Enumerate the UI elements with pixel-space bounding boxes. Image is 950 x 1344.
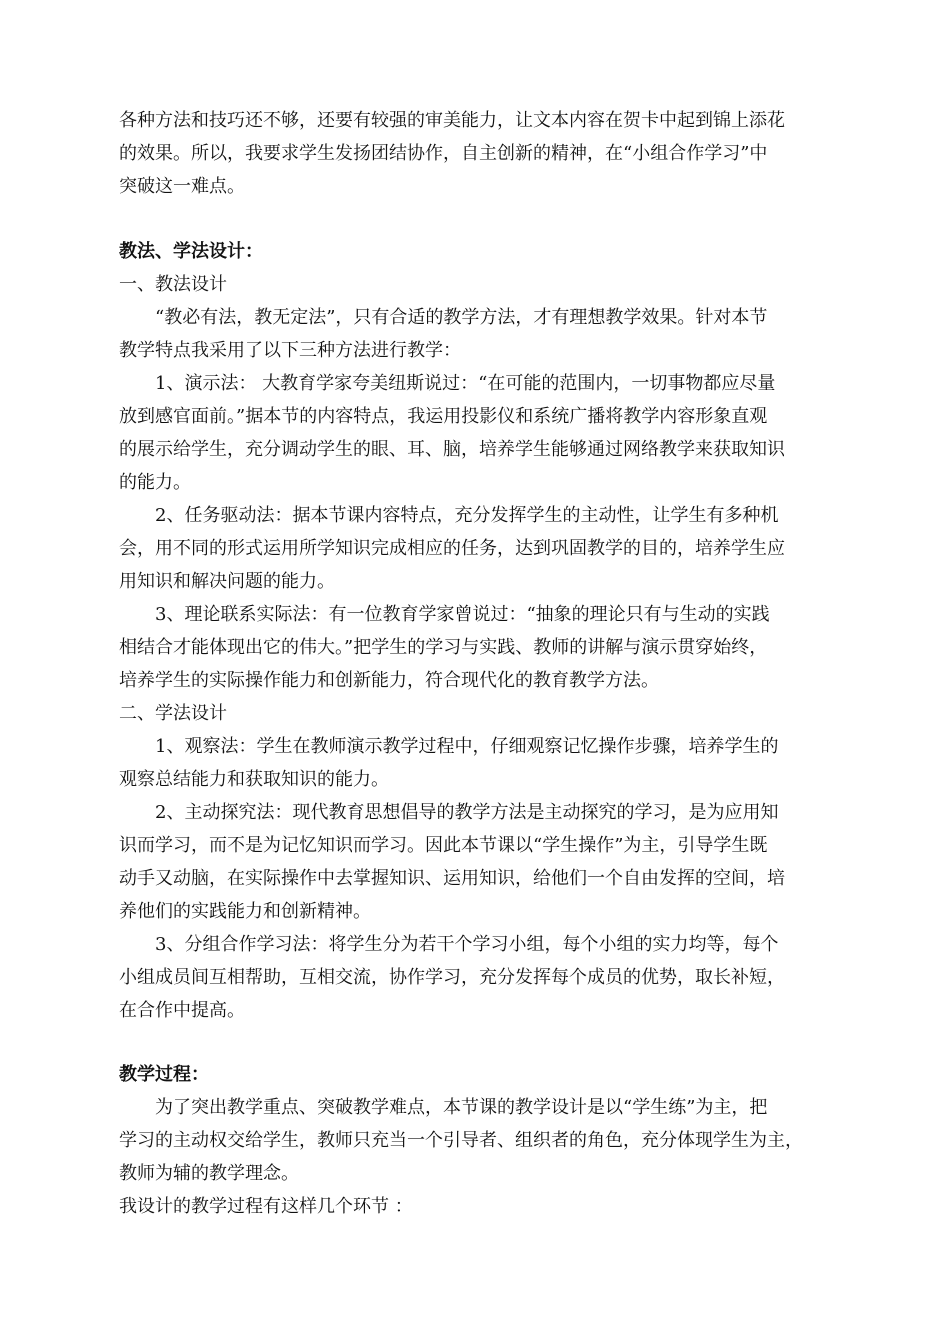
body-text-line: 学习的主动权交给学生，教师只充当一个引导者、组织者的角色，充分体现学生为主， xyxy=(119,1130,803,1151)
body-text-line: 识而学习，而不是为记忆知识而学习。因此本节课以“学生操作”为主，引导学生既 xyxy=(119,835,768,856)
body-text-line: 动手又动脑，在实际操作中去掌握知识、运用知识，给他们一个自由发挥的空间，培 xyxy=(119,868,785,889)
list-item-theory-practice: 3、理论联系实际法：有一位教育学家曾说过：“抽象的理论只有与生动的实践 xyxy=(155,604,770,625)
body-text-line: 养他们的实践能力和创新精神。 xyxy=(119,901,371,922)
body-text-line: 我设计的教学过程有这样几个环节 ： xyxy=(119,1196,413,1217)
list-item-observation: 1、观察法：学生在教师演示教学过程中，仔细观察记忆操作步骤，培养学生的 xyxy=(155,736,779,757)
body-text-line: 相结合才能体现出它的伟大。”把学生的学习与实践、教师的讲解与演示贯穿始终， xyxy=(119,637,768,658)
body-text-line: 培养学生的实际操作能力和创新能力，符合现代化的教育教学方法。 xyxy=(119,670,659,691)
list-item-task-driven: 2、任务驱动法：据本节课内容特点，充分发挥学生的主动性，让学生有多种机 xyxy=(155,505,779,526)
body-text-line: 观察总结能力和获取知识的能力。 xyxy=(119,769,389,790)
body-text-line: 会，用不同的形式运用所学知识完成相应的任务，达到巩固教学的目的，培养学生应 xyxy=(119,538,785,559)
body-text-line: 在合作中提高。 xyxy=(119,1000,245,1021)
section-heading-process: 教学过程： xyxy=(119,1064,209,1085)
body-text-line: 为了突出教学重点、突破教学难点，本节课的教学设计是以“学生练”为主，把 xyxy=(155,1097,768,1118)
section-heading-methods: 教法、学法设计： xyxy=(119,241,263,262)
subheading-teaching-method: 一、教法设计 xyxy=(119,274,227,295)
body-text-line: “教必有法，教无定法”，只有合适的教学方法，才有理想教学效果。针对本节 xyxy=(155,307,768,328)
body-text-line: 教学特点我采用了以下三种方法进行教学： xyxy=(119,340,461,361)
body-text-line: 放到感官面前。”据本节的内容特点，我运用投影仪和系统广播将教学内容形象直观 xyxy=(119,406,768,427)
body-text-line: 小组成员间互相帮助，互相交流，协作学习，充分发挥每个成员的优势，取长补短， xyxy=(119,967,785,988)
body-text-line: 的效果。所以，我要求学生发扬团结协作，自主创新的精神，在“小组合作学习”中 xyxy=(119,143,768,164)
body-text-line: 教师为辅的教学理念。 xyxy=(119,1163,299,1184)
list-item-demonstration: 1、演示法： 大教育学家夸美纽斯说过：“在可能的范围内，一切事物都应尽量 xyxy=(155,373,776,394)
body-text-line: 用知识和解决问题的能力。 xyxy=(119,571,335,592)
body-text-line: 各种方法和技巧还不够，还要有较强的审美能力，让文本内容在贺卡中起到锦上添花 xyxy=(119,110,785,131)
body-text-line: 的能力。 xyxy=(119,472,191,493)
body-text-line: 的展示给学生，充分调动学生的眼、耳、脑，培养学生能够通过网络教学来获取知识 xyxy=(119,439,785,460)
list-item-active-inquiry: 2、主动探究法：现代教育思想倡导的教学方法是主动探究的学习，是为应用知 xyxy=(155,802,779,823)
list-item-group-cooperation: 3、分组合作学习法：将学生分为若干个学习小组，每个小组的实力均等，每个 xyxy=(155,934,779,955)
subheading-learning-method: 二、学法设计 xyxy=(119,703,227,724)
body-text-line: 突破这一难点。 xyxy=(119,176,245,197)
